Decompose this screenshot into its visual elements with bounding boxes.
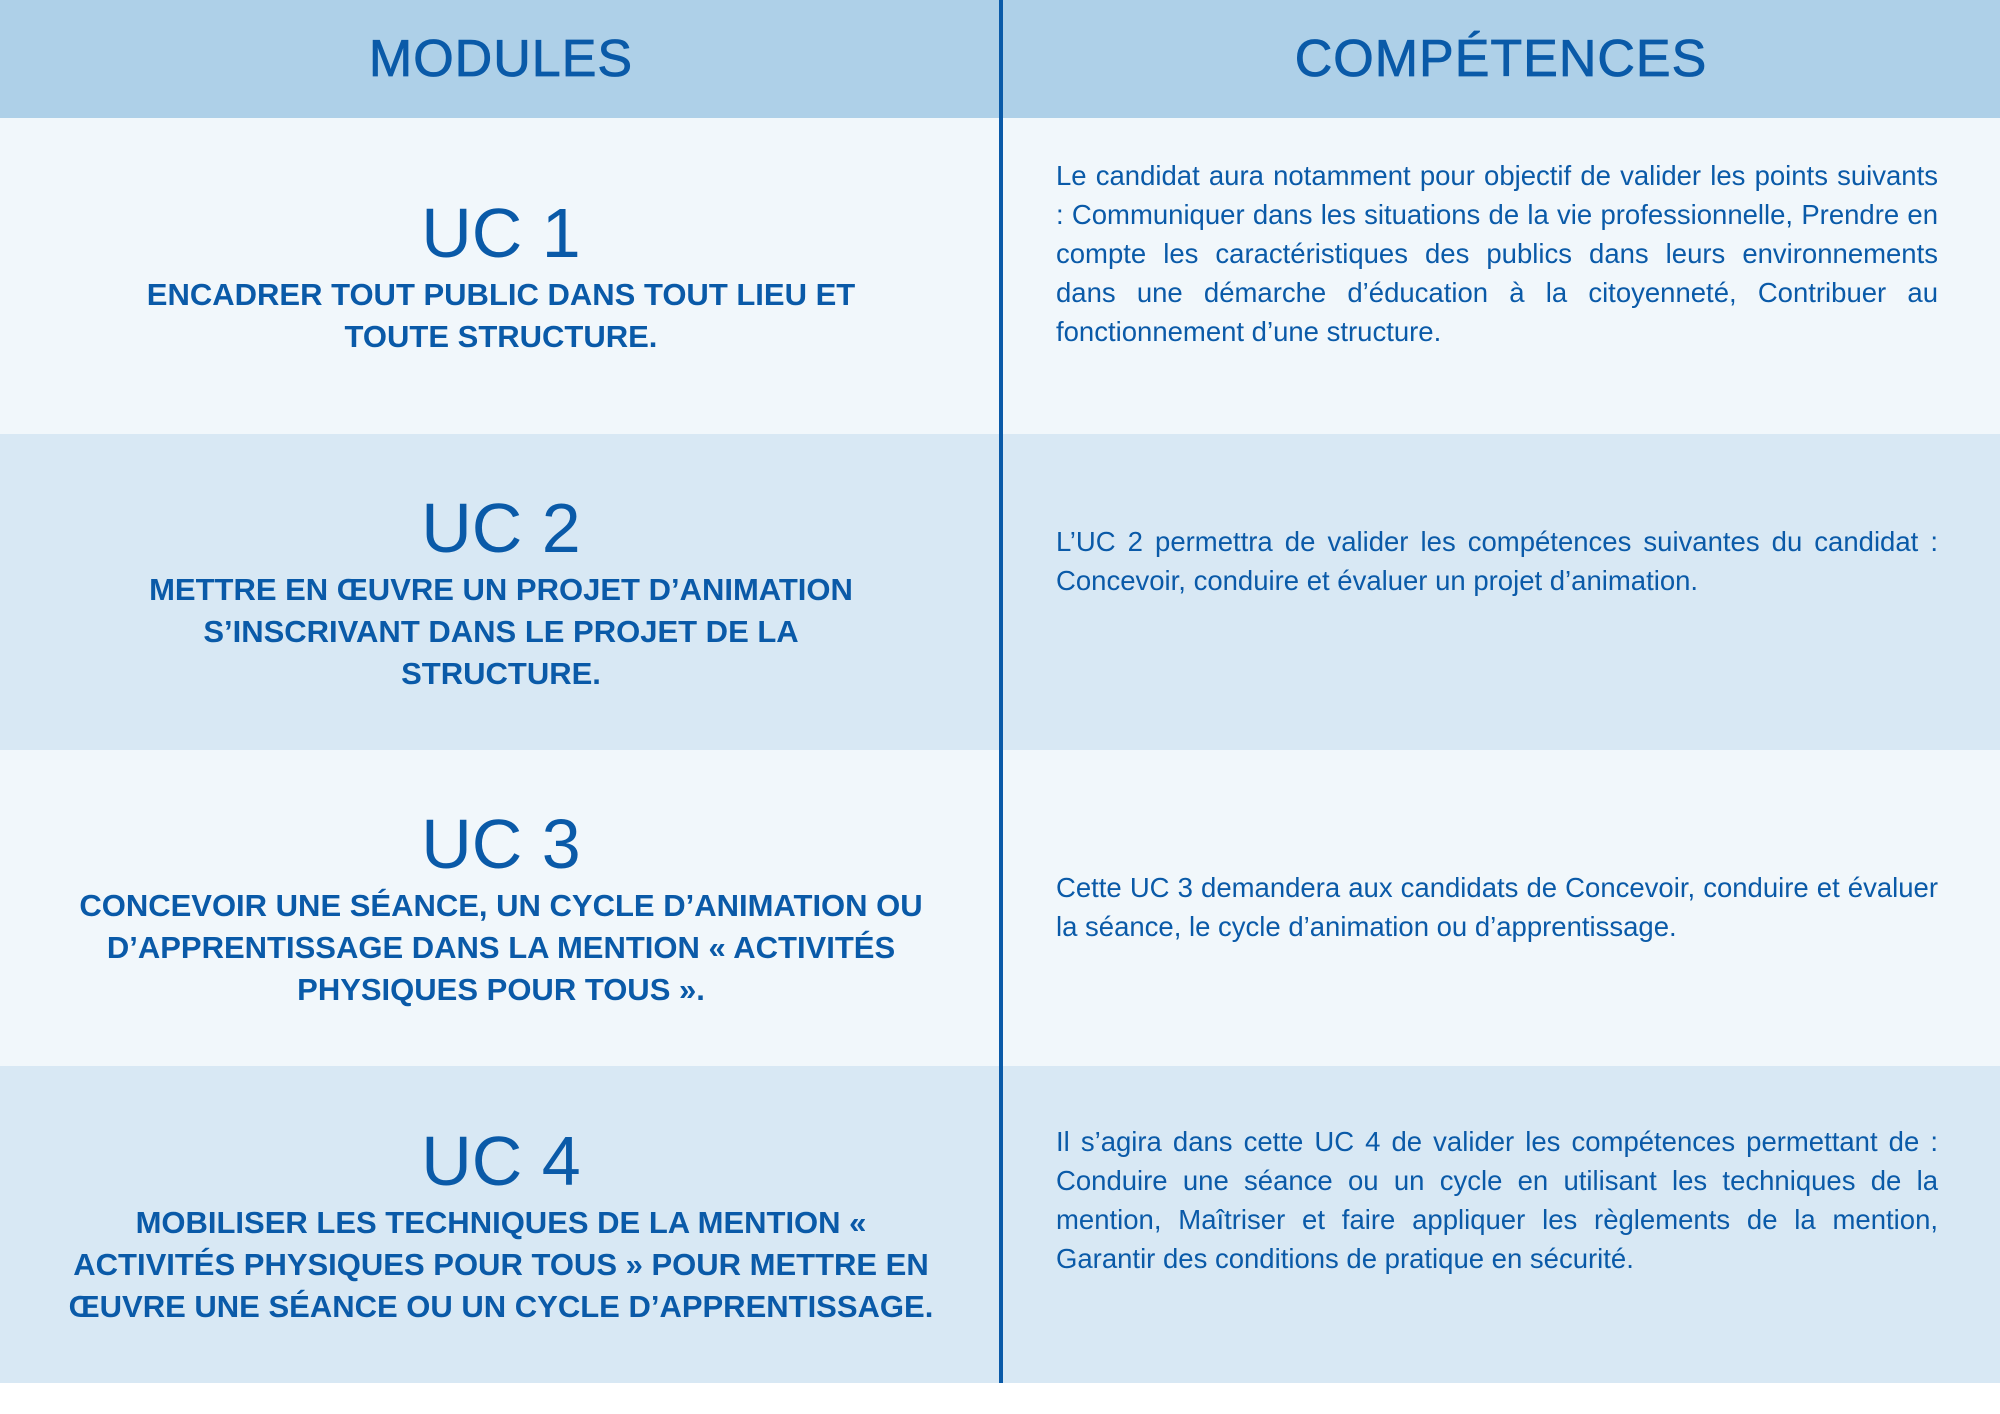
module-code: UC 3 [421,805,581,883]
module-title: CONCEVOIR UNE SÉANCE, UN CYCLE D’ANIMATION OU D’APPRENTISSAGE DANS LA MENTION « ACTIVITÉS PHYSIQUES POUR TOUS ». [79,888,923,1007]
header-competences [1002,0,2000,118]
module-title: METTRE EN ŒUVRE UN PROJET D’ANIMATION S’INSCRIVANT DANS LE PROJET DE LA STRUCTURE. [149,572,853,691]
module-cell-uc4 [0,1066,1002,1383]
header-modules [0,0,1002,118]
competence-text: L’UC 2 permettra de valider les compétences suivantes du candidat : Concevoir, conduire et évaluer un projet d’animation. [1056,526,1938,596]
module-cell-uc3 [0,750,1002,1066]
competence-cell-uc3 [1002,750,2000,1066]
competence-cell-uc4 [1002,1066,2000,1383]
module-code: UC 1 [421,194,581,272]
header-modules-title: MODULES [368,30,634,88]
competence-text: Cette UC 3 demandera aux candidats de Concevoir, conduire et évaluer la séance, le cycle d’animation ou d’apprentissage. [1056,872,1938,942]
module-code: UC 2 [421,489,581,567]
competence-cell-uc2 [1002,434,2000,750]
module-title: MOBILISER LES TECHNIQUES DE LA MENTION « ACTIVITÉS PHYSIQUES POUR TOUS » POUR METTRE EN ŒUVRE UNE SÉANCE OU UN CYCLE D’APPRENTISSAGE. [68,1204,934,1324]
module-code: UC 4 [421,1121,581,1200]
competence-text: Le candidat aura notamment pour objectif de valider les points suivants : Communiquer dans les situations de la vie professionnelle, Prendre en compte les caractéristiques des publics dans leurs environnements dans une démarche d’éducation à la citoyenneté, Contribuer au fonctionnement d’une structure. [1056,160,1938,347]
column-divider [999,0,1003,1383]
competence-cell-uc1 [1002,118,2000,434]
competence-text: Il s’agira dans cette UC 4 de valider les compétences permettant de : Conduire une séance ou un cycle en utilisant les techniques de la mention, Maîtriser et faire appliquer les règlements de la mention, Garantir des conditions de pratique en sécurité. [1056,1126,1938,1274]
module-title: ENCADRER TOUT PUBLIC DANS TOUT LIEU ET TOUTE STRUCTURE. [146,277,856,354]
module-cell-uc1 [0,118,1002,434]
module-cell-uc2 [0,434,1002,750]
header-competences-title: COMPÉTENCES [1294,30,1708,88]
